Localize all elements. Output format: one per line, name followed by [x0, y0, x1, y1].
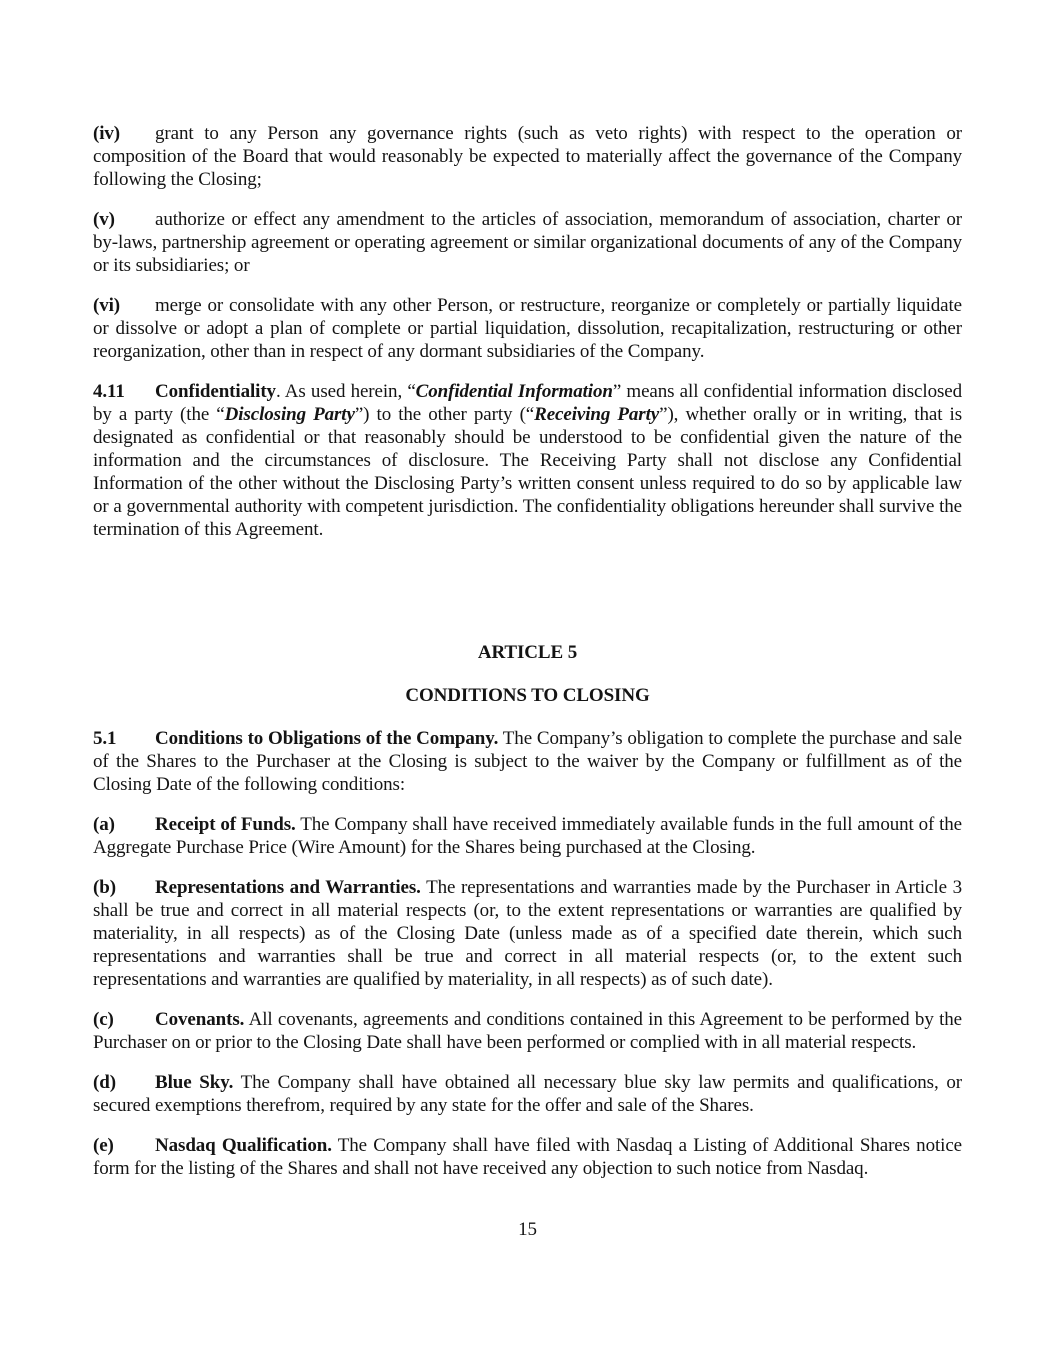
paragraph-c-text: Covenants. All covenants, agreements and conditions contained in this Agreement to be performed by the Purchaser on or prior to the Closing Date shall have been performed or complied with in all material respects. [93, 1009, 962, 1053]
paragraph-v-text: authorize or effect any amendment to the articles of association, memorandum of association, charter or by-laws, partnership agreement or operating agreement or similar organizational documents of any of the Company or its subsidiaries; or [93, 209, 962, 276]
paragraph-d-text: Blue Sky. The Company shall have obtained all necessary blue sky law permits and qualifications, or secured exemptions therefrom, required by any state for the offer and sale of the Shares. [93, 1072, 962, 1116]
paragraph-iv-text: grant to any Person any governance rights (such as veto rights) with respect to the operation or composition of the Board that would reasonably be expected to materially affect the governance of the Company following the Closing; [93, 123, 962, 190]
paragraph-c-label: (c) [93, 1009, 114, 1030]
paragraph-v-label: (v) [93, 209, 115, 230]
paragraph-5-1-text: Conditions to Obligations of the Company. The Company’s obligation to complete the purchase and sale of the Shares to the Purchaser at the Closing is subject to the waiver by the Company or fulfillment as of the Closing Date of the following conditions: [93, 728, 963, 795]
paragraph-d-blue-sky [93, 1071, 962, 1117]
paragraph-d-label: (d) [93, 1072, 116, 1093]
page-number: 15 [518, 1219, 537, 1240]
paragraph-e-nasdaq-qualification [93, 1134, 962, 1180]
paragraph-iv [93, 122, 962, 191]
paragraph-4-11-label: 4.11 [93, 381, 125, 402]
paragraph-e-label: (e) [93, 1135, 114, 1156]
paragraph-vi [93, 294, 962, 363]
paragraph-5-1-label: 5.1 [93, 728, 117, 749]
paragraph-vi-label: (vi) [93, 295, 121, 316]
paragraph-b-representations-warranties [93, 876, 962, 991]
paragraph-iv-label: (iv) [93, 123, 121, 144]
paragraph-a-receipt-of-funds [93, 813, 962, 859]
paragraph-a-label: (a) [93, 814, 115, 835]
paragraph-b-text: Representations and Warranties. The representations and warranties made by the Purchaser in Article 3 shall be true and correct in all material respects (or, to the extent representations or warranties are qualified by materiality, in all respects) as of the Closing Date (unless made as of a specified date therein, which such representations and warranties shall be true and correct in all material respects (or, to the extent such representations and warranties are qualified by materiality, in all respects) as of such date). [93, 877, 962, 990]
paragraph-e-text: Nasdaq Qualification. The Company shall have filed with Nasdaq a Listing of Additional Shares notice form for the listing of the Shares and shall not have received any objection to such notice from Nasdaq. [93, 1135, 962, 1179]
paragraph-b-label: (b) [93, 877, 116, 898]
paragraph-4-11-confidentiality [93, 380, 962, 541]
paragraph-4-11-text: Confidentiality. As used herein, “Confidential Information” means all confidential information disclosed by a party (the “Disclosing Party”) to the other party (“Receiving Party”), whether orally or in writing, that is designated as confidential or that reasonably should be understood to be confidential given the nature of the information and the circumstances of disclosure. The Receiving Party shall not disclose any Confidential Information of the other without the Disclosing Party’s written consent unless required to do so by applicable law or a governmental authority with competent jurisdiction. The confidentiality obligations hereunder shall survive the termination of this Agreement. [93, 381, 962, 540]
paragraph-vi-text: merge or consolidate with any other Person, or restructure, reorganize or completely or partially liquidate or dissolve or adopt a plan of complete or partial liquidation, dissolution, recapitalization, restructuring or other reorganization, other than in respect of any dormant subsidiaries of the Company. [93, 295, 962, 362]
paragraph-v [93, 208, 962, 277]
paragraph-5-1-conditions [93, 727, 962, 796]
paragraph-c-covenants [93, 1008, 962, 1054]
paragraph-a-text: Receipt of Funds. The Company shall have received immediately available funds in the full amount of the Aggregate Purchase Price (Wire Amount) for the Shares being purchased at the Closing. [93, 814, 962, 858]
conditions-to-closing-heading: CONDITIONS TO CLOSING [405, 685, 650, 706]
article-5-heading: ARTICLE 5 [477, 642, 578, 663]
